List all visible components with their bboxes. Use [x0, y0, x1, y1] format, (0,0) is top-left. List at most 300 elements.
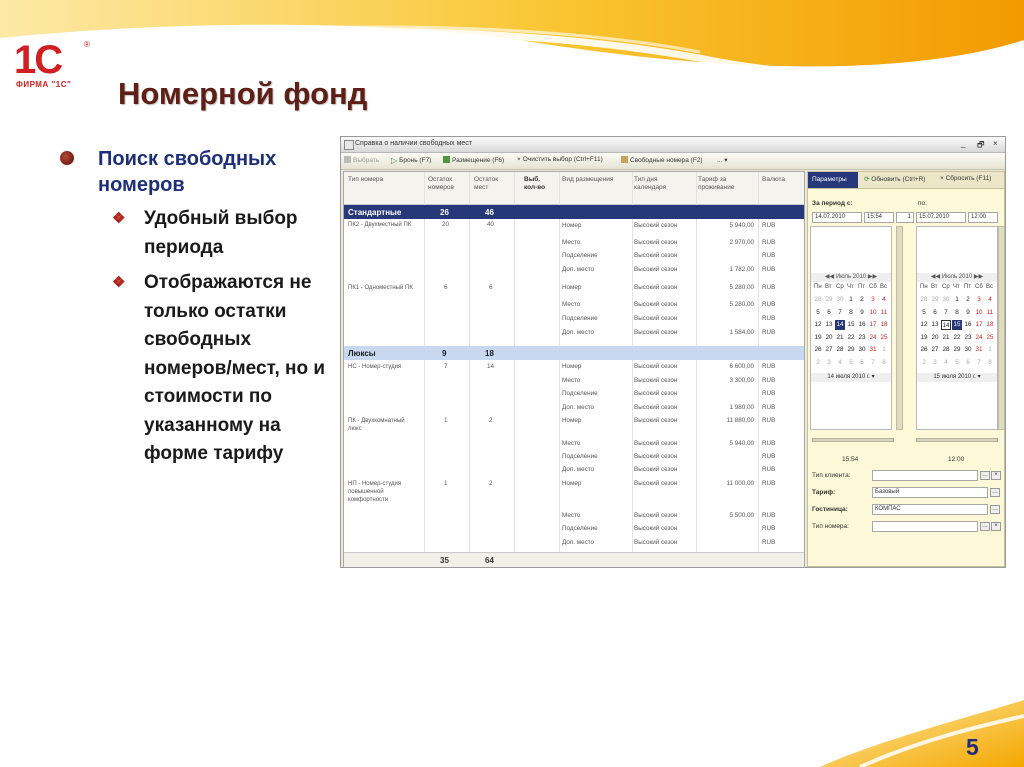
clear-label: Очистить выбор (Ctrl+F11): [522, 156, 603, 163]
tariff-cell: 6 600,00: [729, 363, 754, 370]
window-doc-icon: [344, 140, 354, 150]
calendar-day-name: Пн: [814, 284, 822, 290]
parameters-tabs: [808, 172, 1004, 189]
reserve-label: Бронь (F7): [399, 157, 432, 164]
tariff-cell: 5 280,00: [729, 284, 754, 291]
calendar-day[interactable]: 24: [975, 333, 983, 341]
calendar-day[interactable]: 20: [931, 333, 939, 341]
placement-type-cell: Номер: [562, 363, 582, 370]
placement-type-cell: Номер: [562, 284, 582, 291]
calendar-day[interactable]: 29: [825, 296, 833, 303]
placement-icon: [443, 156, 450, 163]
calendar-day[interactable]: 23: [858, 333, 866, 341]
calendar-day[interactable]: 28: [814, 296, 822, 303]
room-type-cell[interactable]: ПК2 - Двухместный ПК: [348, 222, 412, 228]
nights-spinner[interactable]: 1: [896, 212, 914, 223]
places-left-cell: 2: [489, 480, 493, 487]
calendar-day[interactable]: 13: [825, 321, 833, 328]
day-type-cell: Высокий сезон: [634, 480, 678, 487]
day-type-cell: Высокий сезон: [634, 453, 678, 460]
day-type-cell: Высокий сезон: [634, 363, 678, 370]
calendar-day-name: Вт: [825, 284, 832, 290]
calendar-day[interactable]: 26: [920, 346, 928, 353]
rooms-left-cell: 20: [442, 221, 450, 228]
placement-type-cell: Место: [562, 512, 581, 519]
calendar-day[interactable]: 15: [953, 321, 961, 328]
time-to-value: 12:00: [948, 456, 965, 463]
group-name: Стандартные: [348, 208, 402, 217]
calendar-day[interactable]: 25: [880, 333, 888, 341]
date-to-input[interactable]: 15.07.2010: [916, 212, 966, 223]
calendar-day[interactable]: 6: [966, 358, 970, 366]
brand-logo: [14, 40, 96, 96]
tariff-cell: 11 880,00: [726, 417, 754, 424]
day-type-cell: Высокий сезон: [634, 440, 678, 447]
hotel-choose-button[interactable]: …: [992, 506, 998, 512]
time-from-input[interactable]: 15:54: [864, 212, 894, 223]
calendar-day[interactable]: 31: [869, 346, 877, 353]
calendar-to-scrollbar[interactable]: [998, 226, 1005, 430]
tariff-cell: 1 980,00: [729, 404, 754, 411]
diamond-bullet-icon: ❖: [112, 274, 126, 291]
rooms-left-cell: 7: [444, 363, 448, 370]
day-type-cell: Высокий сезон: [634, 239, 678, 246]
placement-type-cell: Место: [562, 239, 581, 246]
total-rooms: 35: [440, 556, 449, 565]
calendar-day[interactable]: 21: [942, 333, 950, 341]
window-title: Справка о наличии свободных мест: [355, 140, 473, 147]
group-places: 46: [485, 208, 494, 217]
calendar-day[interactable]: 28: [942, 346, 950, 353]
column-divider: [559, 172, 560, 564]
logo-subtitle: ФИРМА "1С": [16, 80, 72, 89]
free-rooms-button[interactable]: [621, 156, 703, 164]
currency-cell: RUB: [762, 284, 776, 291]
calendar-today-label: 15 июля 2010 г.: [933, 374, 976, 380]
calendar-to[interactable]: [916, 226, 998, 430]
column-divider: [758, 172, 759, 564]
currency-cell: RUB: [762, 525, 776, 532]
calendar-day[interactable]: 18: [880, 321, 888, 328]
calendar-day-name: Пт: [964, 284, 972, 290]
room-type-cell[interactable]: НП - Номер-студия повышенной комфортности: [348, 481, 402, 503]
calendar-day[interactable]: 8: [988, 358, 992, 366]
tariff-cell: 5 940,00: [729, 440, 754, 447]
currency-cell: RUB: [762, 301, 776, 308]
room-type-cell[interactable]: НС - Номер-студия: [348, 364, 402, 370]
rooms-left-cell: 1: [444, 417, 448, 424]
column-divider: [469, 172, 470, 564]
currency-cell: RUB: [762, 266, 776, 273]
column-divider: [696, 172, 697, 564]
day-type-cell: Высокий сезон: [634, 417, 678, 424]
tariff-cell: 2 970,00: [729, 239, 754, 246]
rooms-left-cell: 6: [444, 284, 448, 291]
bullet-sub-1-text: Удобный выбор периода: [144, 208, 298, 258]
day-type-cell: Высокий сезон: [634, 284, 678, 291]
tariff-label: Тариф:: [812, 489, 836, 496]
client-type-label: Тип клиента:: [812, 472, 851, 479]
clear-selection-button[interactable]: [517, 156, 603, 163]
calendar-day[interactable]: 19: [920, 333, 928, 341]
reset-label: Сбросить (F11): [945, 175, 992, 182]
placement-type-cell: Доп. место: [562, 329, 595, 336]
calendar-day[interactable]: 9: [966, 308, 970, 316]
col-places-left[interactable]: Остаток мест: [474, 176, 499, 191]
calendar-today[interactable]: 14 июля 2010 г. ▾: [811, 373, 891, 382]
calendar-day[interactable]: 28: [920, 296, 928, 303]
reset-button[interactable]: [940, 175, 991, 182]
time-from-value: 15:54: [842, 456, 859, 463]
bullet-list: [58, 146, 338, 469]
currency-cell: RUB: [762, 440, 776, 447]
calendar-day[interactable]: 23: [964, 333, 972, 341]
calendar-day[interactable]: 14: [942, 322, 950, 329]
hotel-label: Гостиница:: [812, 506, 848, 513]
day-type-cell: Высокий сезон: [634, 539, 678, 546]
placement-type-cell: Подселение: [562, 390, 598, 397]
group-row-standard[interactable]: [344, 205, 804, 219]
calendar-day[interactable]: 29: [953, 346, 961, 353]
room-type-clear-button[interactable]: ×: [991, 522, 1001, 531]
parameters-panel: [807, 171, 1005, 567]
group-row-lux[interactable]: [344, 346, 804, 360]
calendar-day-name: Ср: [836, 284, 844, 290]
period-to-label: по:: [918, 200, 927, 207]
calendar-day[interactable]: 20: [825, 333, 833, 341]
total-places: 64: [485, 556, 494, 565]
calendar-day[interactable]: 17: [975, 321, 983, 328]
tariff-cell: 5 940,00: [729, 222, 754, 229]
time-to-slider[interactable]: [916, 438, 998, 442]
day-type-cell: Высокий сезон: [634, 252, 678, 259]
calendar-day[interactable]: 2: [966, 296, 970, 303]
bullet-dot-icon: [60, 151, 74, 165]
bullet-sub-2-text: Отображаются не только остатки свободных номеров/мест, но и стоимости по указанному на форме тарифу: [144, 272, 326, 464]
calendar-day[interactable]: 28: [836, 346, 844, 353]
calendar-day[interactable]: 7: [944, 308, 948, 316]
reset-icon: ×: [940, 175, 946, 182]
time-from-slider[interactable]: [812, 438, 894, 442]
placement-type-cell: Подселение: [562, 453, 598, 460]
room-type-cell[interactable]: ПК - Двухкомнатный люкс: [348, 418, 405, 432]
calendar-day[interactable]: 10: [869, 308, 877, 316]
calendar-day-name: Чт: [953, 284, 960, 290]
placement-type-cell: Доп. место: [562, 466, 595, 473]
calendar-day[interactable]: 24: [869, 333, 877, 341]
col-room-type[interactable]: Тип номера: [348, 176, 384, 183]
placement-type-cell: Номер: [562, 417, 582, 424]
table-footer: [344, 552, 804, 567]
calendar-day[interactable]: 4: [988, 296, 992, 303]
placement-type-cell: Подселение: [562, 315, 598, 322]
col-currency[interactable]: Валюта: [762, 176, 785, 183]
group-name: Люксы: [348, 349, 376, 358]
group-rooms: 9: [442, 349, 447, 358]
calendar-day[interactable]: 3: [933, 358, 937, 366]
calendar-day-name: Чт: [847, 284, 854, 290]
clear-icon: ×: [517, 156, 521, 163]
column-divider: [424, 172, 425, 564]
placement-type-cell: Доп. место: [562, 539, 595, 546]
bullet-main: [58, 146, 338, 198]
bullet-main-text: Поиск свободных номеров: [98, 148, 277, 196]
currency-cell: RUB: [762, 480, 776, 487]
calendar-today[interactable]: 15 июля 2010 г. ▾: [917, 373, 997, 382]
refresh-button[interactable]: [864, 175, 925, 183]
placement-type-cell: Место: [562, 301, 581, 308]
bullet-sub-2: [58, 269, 338, 469]
tab-parameters[interactable]: Параметры: [808, 172, 858, 188]
table-header: [344, 172, 804, 205]
calendar-from[interactable]: [810, 226, 892, 430]
calendar-day[interactable]: 27: [931, 346, 939, 353]
calendar-day-name: Вт: [931, 284, 938, 290]
client-type-clear-button[interactable]: ×: [991, 471, 1001, 480]
placement-label: Размещение (F6): [452, 157, 505, 164]
places-left-cell: 14: [487, 363, 495, 370]
calendar-day[interactable]: 29: [847, 346, 855, 353]
calendar-day[interactable]: 18: [986, 321, 994, 328]
calendar-day[interactable]: 30: [836, 296, 844, 303]
client-type-input[interactable]: [872, 470, 978, 481]
refresh-icon: ⟳: [864, 176, 872, 183]
day-type-cell: Высокий сезон: [634, 377, 678, 384]
more-button[interactable]: ... ▾: [717, 157, 728, 164]
calendar-day[interactable]: 8: [849, 308, 853, 316]
calendar-day-name: Пн: [920, 284, 928, 290]
room-type-filter-input[interactable]: [872, 521, 978, 532]
list-icon: [621, 156, 628, 163]
calendar-day[interactable]: 12: [920, 321, 928, 328]
calendar-month-header: ◀◀ Июль 2010 ▶▶: [917, 273, 997, 282]
column-divider: [514, 172, 515, 564]
col-selected[interactable]: Выб. кол-во: [524, 176, 546, 191]
calendar-day[interactable]: 6: [827, 308, 831, 316]
logo-registered-mark: ®: [84, 40, 90, 49]
calendar-day[interactable]: 25: [986, 333, 994, 341]
calendar-day[interactable]: 12: [814, 321, 822, 328]
select-icon: [344, 156, 351, 163]
col-placement-type[interactable]: Вид размещения: [562, 176, 614, 183]
close-icon[interactable]: ×: [993, 139, 998, 148]
calendar-day[interactable]: 19: [814, 333, 822, 341]
calendar-day[interactable]: 3: [827, 358, 831, 366]
logo-mark: 1С: [14, 38, 62, 82]
currency-cell: RUB: [762, 377, 776, 384]
calendar-day[interactable]: 3: [977, 296, 981, 303]
calendar-day[interactable]: 8: [955, 308, 959, 316]
calendar-day[interactable]: 13: [931, 321, 939, 328]
group-places: 18: [485, 349, 494, 358]
calendar-day[interactable]: 4: [838, 358, 842, 366]
diamond-bullet-icon: ❖: [112, 210, 126, 227]
select-label: Выбрать: [353, 157, 380, 164]
calendar-day[interactable]: 4: [882, 296, 886, 303]
calendar-day[interactable]: 11: [880, 308, 888, 316]
currency-cell: RUB: [762, 329, 776, 336]
time-to-input[interactable]: 12:00: [968, 212, 998, 223]
currency-cell: RUB: [762, 252, 776, 259]
room-type-choose-button[interactable]: …: [982, 523, 988, 529]
calendar-day[interactable]: 4: [944, 358, 948, 366]
tariff-cell: 1 782,00: [729, 266, 754, 273]
select-button[interactable]: [344, 156, 379, 164]
calendar-day[interactable]: 16: [964, 321, 972, 328]
calendar-day[interactable]: 2: [922, 358, 926, 366]
tariff-cell: 5 280,00: [729, 301, 754, 308]
calendar-day[interactable]: 1: [849, 296, 853, 303]
calendar-day[interactable]: 31: [975, 346, 983, 353]
slide-title: Номерной фонд: [118, 76, 368, 111]
room-type-filter-label: Тип номера:: [812, 523, 849, 530]
footer-swoosh: [820, 690, 1024, 767]
tariff-cell: 3 300,00: [729, 377, 754, 384]
calendar-day[interactable]: 9: [860, 308, 864, 316]
calendar-day[interactable]: 2: [860, 296, 864, 303]
col-day-type[interactable]: Тип дня календаря: [634, 176, 667, 191]
calendar-day[interactable]: 6: [860, 358, 864, 366]
more-label: ...: [717, 157, 723, 164]
minimize-icon[interactable]: _: [961, 139, 966, 148]
window-titlebar: [341, 137, 1005, 153]
placement-type-cell: Доп. место: [562, 404, 595, 411]
rooms-left-cell: 1: [444, 480, 448, 487]
availability-table[interactable]: [343, 171, 805, 567]
currency-cell: RUB: [762, 222, 776, 229]
calendar-day[interactable]: 3: [871, 296, 875, 303]
calendar-from-scrollbar[interactable]: [896, 226, 903, 430]
period-from-label: За период с:: [812, 200, 853, 207]
room-type-cell[interactable]: ПК1 - Одноместный ПК: [348, 285, 413, 291]
day-type-cell: Высокий сезон: [634, 525, 678, 532]
calendar-day[interactable]: 11: [986, 308, 994, 316]
placement-type-cell: Номер: [562, 480, 582, 487]
calendar-today-label: 14 июля 2010 г.: [827, 374, 870, 380]
placement-type-cell: Подселение: [562, 252, 598, 259]
placement-button[interactable]: [443, 156, 504, 164]
tariff-cell: 5 500,00: [729, 512, 754, 519]
currency-cell: RUB: [762, 390, 776, 397]
currency-cell: RUB: [762, 453, 776, 460]
tariff-input[interactable]: Базовый: [872, 487, 988, 498]
placement-type-cell: Место: [562, 440, 581, 447]
calendar-day[interactable]: 5: [922, 308, 926, 316]
calendar-day[interactable]: 7: [871, 358, 875, 366]
calendar-day[interactable]: 22: [953, 333, 961, 341]
calendar-day[interactable]: 27: [825, 346, 833, 353]
date-from-input[interactable]: 14.07.2010: [812, 212, 862, 223]
calendar-day[interactable]: 17: [869, 321, 877, 328]
availability-window: [340, 136, 1006, 568]
day-type-cell: Высокий сезон: [634, 466, 678, 473]
calendar-day[interactable]: 1: [988, 346, 992, 353]
day-type-cell: Высокий сезон: [634, 222, 678, 229]
calendar-day[interactable]: 5: [816, 308, 820, 316]
day-type-cell: Высокий сезон: [634, 404, 678, 411]
calendar-day[interactable]: 6: [933, 308, 937, 316]
refresh-label: Обновить (Ctrl+R): [871, 176, 926, 183]
client-type-choose-button[interactable]: …: [982, 472, 988, 478]
calendar-day[interactable]: 1: [955, 296, 959, 303]
calendar-day[interactable]: 5: [849, 358, 853, 366]
calendar-month: Июль 2010: [835, 274, 867, 280]
calendar-day[interactable]: 7: [838, 308, 842, 316]
placement-type-cell: Подселение: [562, 525, 598, 532]
currency-cell: RUB: [762, 315, 776, 322]
currency-cell: RUB: [762, 512, 776, 519]
reserve-button[interactable]: [391, 156, 431, 164]
calendar-day[interactable]: 16: [858, 321, 866, 328]
calendar-day-name: Пт: [858, 284, 866, 290]
calendar-day[interactable]: 7: [977, 358, 981, 366]
restore-icon[interactable]: 🗗: [977, 140, 985, 149]
places-left-cell: 6: [489, 284, 493, 291]
free-rooms-label: Свободные номера (F2): [630, 157, 703, 164]
calendar-day[interactable]: 30: [942, 296, 950, 303]
currency-cell: RUB: [762, 539, 776, 546]
column-divider: [632, 172, 633, 564]
placement-type-cell: Доп. место: [562, 266, 595, 273]
calendar-day-name: Сб: [975, 284, 983, 290]
calendar-day-name: Вс: [986, 284, 994, 290]
calendar-day[interactable]: 15: [847, 321, 855, 328]
tariff-cell: 1 584,00: [729, 329, 754, 336]
currency-cell: RUB: [762, 239, 776, 246]
day-type-cell: Высокий сезон: [634, 315, 678, 322]
play-icon: ▷: [391, 156, 398, 165]
page-number: 5: [966, 734, 979, 760]
window-toolbar: [341, 153, 1005, 170]
calendar-day[interactable]: 30: [858, 346, 866, 353]
group-rooms: 26: [440, 208, 449, 217]
places-left-cell: 40: [487, 221, 495, 228]
calendar-month: Июль 2010: [941, 274, 973, 280]
calendar-day[interactable]: 8: [882, 358, 886, 366]
calendar-day[interactable]: 30: [964, 346, 972, 353]
day-type-cell: Высокий сезон: [634, 512, 678, 519]
calendar-month-header: ◀◀ Июль 2010 ▶▶: [811, 273, 891, 282]
currency-cell: RUB: [762, 404, 776, 411]
day-type-cell: Высокий сезон: [634, 266, 678, 273]
calendar-day[interactable]: 21: [836, 333, 844, 341]
bullet-sub-1: [58, 205, 338, 262]
calendar-day-name: Сб: [869, 284, 877, 290]
day-type-cell: Высокий сезон: [634, 390, 678, 397]
calendar-day[interactable]: 5: [955, 358, 959, 366]
tariff-cell: 11 000,00: [726, 480, 754, 487]
calendar-day[interactable]: 29: [931, 296, 939, 303]
calendar-day[interactable]: 22: [847, 333, 855, 341]
calendar-day[interactable]: 2: [816, 358, 820, 366]
calendar-day-name: Ср: [942, 284, 950, 290]
day-type-cell: Высокий сезон: [634, 301, 678, 308]
placement-type-cell: Номер: [562, 222, 582, 229]
currency-cell: RUB: [762, 417, 776, 424]
calendar-day[interactable]: 1: [882, 346, 886, 353]
calendar-day[interactable]: 14: [836, 321, 844, 328]
tariff-choose-button[interactable]: …: [992, 489, 998, 495]
hotel-input[interactable]: КОМПАС: [872, 504, 988, 515]
calendar-day[interactable]: 10: [975, 308, 983, 316]
calendar-day[interactable]: 26: [814, 346, 822, 353]
currency-cell: RUB: [762, 363, 776, 370]
col-rooms-left[interactable]: Остаток номеров: [428, 176, 454, 191]
col-tariff[interactable]: Тариф за проживание: [698, 176, 735, 191]
placement-type-cell: Место: [562, 377, 581, 384]
currency-cell: RUB: [762, 466, 776, 473]
day-type-cell: Высокий сезон: [634, 329, 678, 336]
